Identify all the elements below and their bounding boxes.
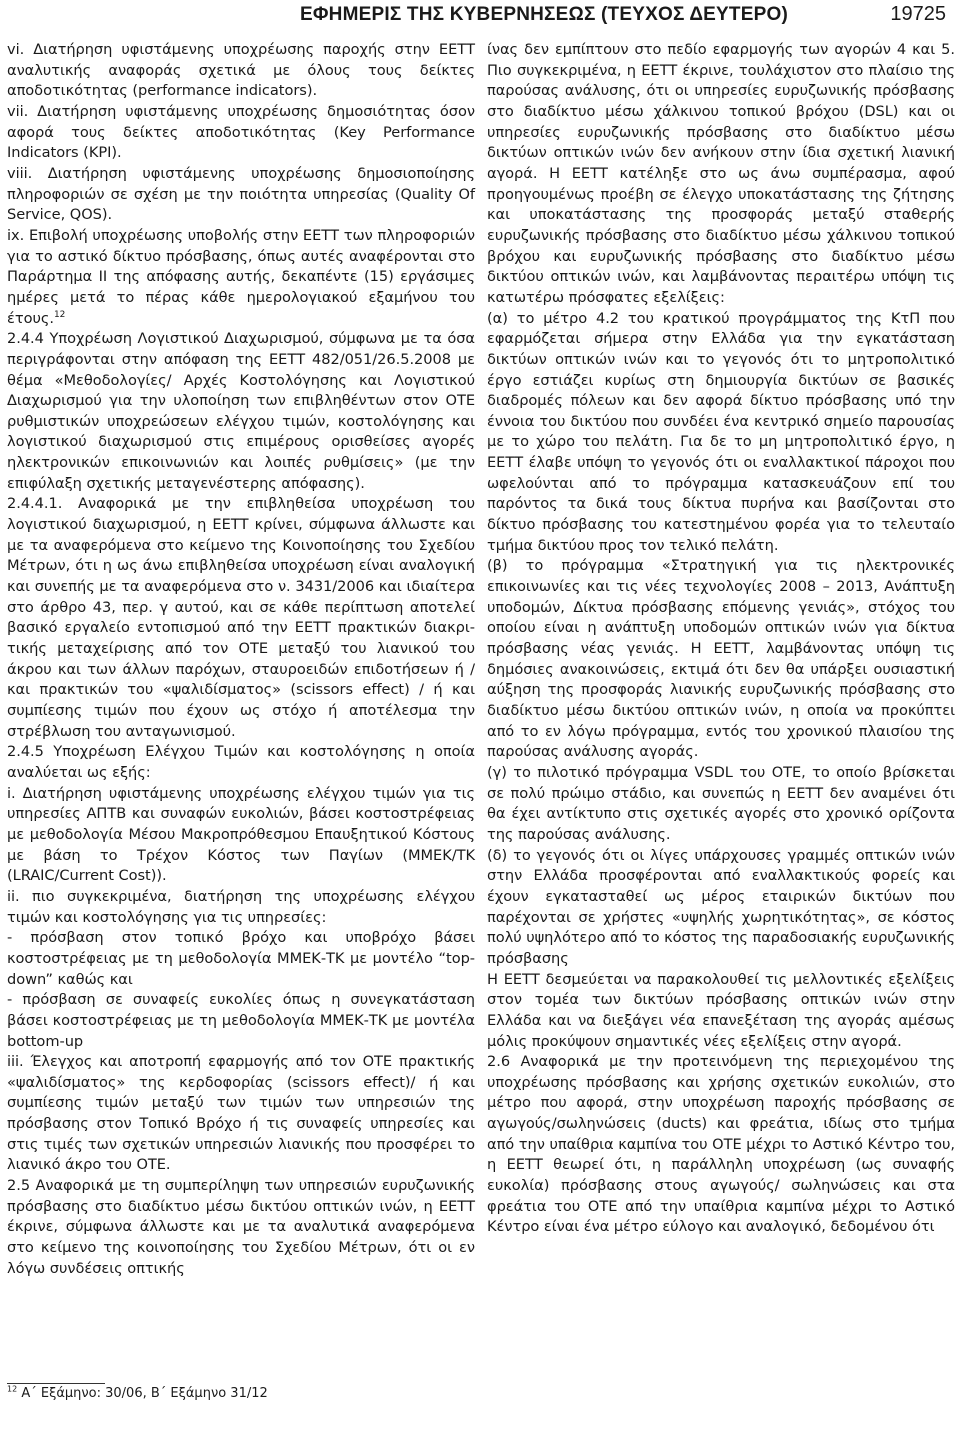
paragraph: - πρόσβαση στον τοπικό βρόχο και υποβρόχο βάσει κοστοστρέφειας με τη μεθοδολογία ΜΜΕΚ-ΤΚ με μοντέλο “top-down” καθώς και [7,929,475,988]
paragraph: (δ) το γεγονός ότι οι λίγες υπάρχουσες γραμμές οπτικών ινών στην Ελλάδα προσφέρονται από εναλλακτικούς φορείς και έχουν εγκατασταθεί ως μέρος εταιρικών δικτύων που παρέχονται σε χρήστες «υψηλής χωρητικότητας», σε κόστος πολύ υψηλότερο από το κόστος της παραδοσιακής ευρυζωνικής πρόσβασης [487,846,955,967]
left-column [7,40,475,1279]
paragraph: - πρόσβαση σε συναφείς ευκολίες όπως η συνεγκατάσταση βάσει κοστοστρέφειας με τη μεθοδολογία ΜΜΕΚ-ΤΚ με μοντέλα bottom-up [7,991,475,1050]
paragraph [7,226,475,329]
paragraph: viii. Διατήρηση υφιστάμενης υποχρέωσης δημοσιοποίησης πληροφοριών σε σχέση με την ποιότητα υπηρεσίας (Quality Of Service, QOS). [7,164,475,224]
footnote-divider [7,1383,105,1384]
paragraph: (α) το μέτρο 4.2 του κρατικού προγράμματος της ΚτΠ που εφαρμόζεται σήμερα στην Ελλάδα για την εγκατάσταση δικτύων οπτικών ινών και το γεγονός ότι το μητροπολιτικό έργο εστιάζει κυρίως στη δημιουργία δικτύων σε βασικές διαδρομές πόλεων και δεν αφορά δίκτυο πρόσβασης υπό την έννοια του δικτύου που συνδέει ένα κεντρικό σημείο παρουσίας με το χώρο του πελάτη. Για δε το μη μητροπολιτικό έργο, η ΕΕΤΤ έλαβε υπόψη το γεγονός ότι οι εναλλακτικοί πάροχοι που ωφελούνται από το πρόγραμμα κατασκευάζουν επί του παρόντος τα δικά τους δίκτυα πυρήνα και βασίζονται στο δίκτυο πρόσβασης του κατεστημένου φορέα για το τελευταίο τμήμα δικτύου προς τον τελικό πελάτη. [487,309,955,554]
paragraph: 2.4.5 Υποχρέωση Ελέγχου Τιμών και κοστολόγησης η οποία αναλύεται ως εξής: [7,743,475,781]
paragraph: vi. Διατήρηση υφιστάμενης υποχρέωσης παροχής στην ΕΕΤΤ αναλυτικής αναφοράς σχετικά με όλους τους δείκτες αποδοτικότητας (performance indicators). [7,41,475,100]
paragraph: i. Διατήρηση υφιστάμενης υποχρέωσης ελέγχου τιμών για τις υπηρεσίες ΑΠΤΒ και συναφών ευκολιών, βάσει κοστοστρέφειας με μεθοδολογία Μέσου Μακροπρόθεσμου Επαυξητικού Κόστους με βάση το Τρέχον Κόστος των Παγίων (ΜΜΕΚ/ΤΚ (LRAIC/Current Cost)). [7,784,475,885]
paragraph: 2.4.4.1. Αναφορικά με την επιβληθείσα υποχρέωση του λογιστικού διαχωρισμού, η ΕΕΤΤ κρίνει, σύμφωνα άλλωστε και με τα αναφερόμενα στο κείμενο της Κοινοποίησης του Σχεδίου Μέτρων, ότι η ως άνω επιβληθείσα υποχρέωση είναι αναλογική και συνεπής με τα αναφερόμενα στο ν. 3431/2006 και ιδιαίτερα στο άρθρο 43, περ. γ αυτού, και σε κάθε περίπτωση αποτελεί βασικό εργαλείο εντοπισμού από την ΕΕΤΤ πρακτικών διακριτικής μεταχείρισης από τον ΟΤΕ μεταξύ του λιανικού του άκρου και των άλλων παρόχων, σταυροειδών επιδοτήσεων ή / και πρακτικών του «ψαλιδίσματος» (scissors effect) / ή και συμπίεσης τιμών που έχουν ως στόχο ή αποτέλεσμα την στρέβλωση του ανταγωνισμού. [7,495,475,740]
page-header [0,0,960,38]
paragraph: 2.4.4 Υποχρέωση Λογιστικού Διαχωρισμού, σύμφωνα με τα όσα περιγράφονται στην απόφαση της ΕΕΤΤ 482/051/26.5.2008 με θέμα «Μεθοδολογίες/ Αρχές Κοστολόγησης και Λογιστικού Διαχωρισμού για την υλοποίηση των επιβληθέντων στον ΟΤΕ ρυθμιστικών υποχρεώσεων ελέγχου τιμών, κοστολόγησης και λογιστικού διαχωρισμού στις επιμέρους ορισθείσες αγορές ηλεκτρονικών επικοινωνιών και λοιπές ρυθμίσεις» (με την επιφύλαξη σχετικής μεταγενέστερης απόφασης). [7,330,475,492]
page-number: 19725 [890,3,946,25]
footnote-text: Α΄ Εξάμηνο: 30/06, Β΄ Εξάμηνο 31/12 [21,1386,268,1401]
footnote-reference: 12 [53,309,66,320]
paragraph: (γ) το πιλοτικό πρόγραμμα VSDL του ΟΤΕ, το οποίο βρίσκεται σε πολύ πρώιμο στάδιο, και συνεπώς η ΕΕΤΤ δεν αναμένει ότι θα έχει αντίκτυπο στις σχετικές αγορές στο χρονικό ορίζοντα της παρούσας ανάλυσης. [487,763,955,843]
footnote-mark: 12 [7,1384,18,1394]
paragraph: Η ΕΕΤΤ δεσμεύεται να παρακολουθεί τις μελλοντικές εξελίξεις στον τομέα των δικτύων πρόσβασης οπτικών ινών στην Ελλάδα και να διεξάγει νέα επανεξέταση της αγοράς αμέσως μόλις προκύψουν σημαντικές νέες εξελίξεις στην αγορά. [487,970,955,1050]
gazette-title: ΕΦΗΜΕΡΙΣ ΤΗΣ ΚΥΒΕΡΝΗΣΕΩΣ (ΤΕΥΧΟΣ ΔΕΥΤΕΡΟ) [300,4,788,25]
right-column [487,40,955,1238]
paragraph: ii. πιο συγκεκριμένα, διατήρηση της υποχρέωσης ελέγχου τιμών και κοστολόγησης για τις υπηρεσίες: [7,887,475,926]
paragraph: (β) το πρόγραμμα «Στρατηγική για τις ηλεκτρονικές επικοινωνίες και τις νέες τεχνολογίες 2008 – 2013, Ανάπτυξη υποδομών, Δίκτυα πρόσβασης επόμενης γενιάς», στόχος του οποίου είναι η ανάπτυξη υποδομών οπτικών ινών για δίκτυα πρόσβασης νέας γενιάς. Η ΕΕΤΤ, λαμβάνοντας υπόψη τις δημόσιες ανακοινώσεις, εκτιμά ότι δεν θα υπάρξει ουσιαστική αύξηση της προσφοράς λιανικής ευρυζωνικής πρόσβασης στο διαδίκτυο μέσω δικτύου οπτικών ινών, η οποία να προκύπτει από το εν λόγω πρόγραμμα, εντός του χρονικού πλαισίου της παρούσας ανάλυσης αγοράς. [487,557,955,761]
footnote [7,1386,268,1402]
paragraph: iii. Έλεγχος και αποτροπή εφαρμογής από τον ΟΤΕ πρακτικής «ψαλιδίσματος» της κερδοφορίας (scissors effect)/ ή και συμπίεσης τιμών μεταξύ των τιμών των υπηρεσιών της πρόσβασης στον Τοπικό Βρόχο ή τις συναφείς υπηρεσίες και στις τιμές των σχετικών υπηρεσιών λιανικής που προσφέρει το λιανικό άκρο του ΟΤΕ. [7,1053,475,1174]
paragraph: 2.6 Αναφορικά με την προτεινόμενη της περιεχομένου της υποχρέωσης πρόσβασης και χρήσης σχετικών ευκολιών, στο μέτρο που αφορά, στην υποχρέωση παροχής πρόσβασης σε αγωγούς/σωληνώσεις (ducts) και φρεάτια, ιδίως στο τμήμα από την υπαίθρια καμπίνα του ΟΤΕ μέχρι το Αστικό Κέντρο του, η ΕΕΤΤ θεωρεί ότι, η παράλληλη υποχρέωση (ως συναφής ευκολία) πρόσβασης στους αγωγούς/ σωληνώσεις και στα φρεάτια του ΟΤΕ από την υπαίθρια καμπίνα μέχρι το Αστικό Κέντρο είναι ένα μέτρο εύλογο και αναλογικό, δεδομένου ότι [487,1053,955,1236]
paragraph: ίνας δεν εμπίπτουν στο πεδίο εφαρμογής των αγορών 4 και 5. Πιο συγκεκριμένα, η ΕΕΤΤ έκρινε, τουλάχιστον στο πλαίσιο της παρούσας ανάλυσης, ότι οι υπηρεσίες ευρυζωνικής πρόσβασης στο διαδίκτυο μέσω χάλκινου τοπικού βρόχου (DSL) και οι υπηρεσίες ευρυζωνικής πρόσβασης στο διαδίκτυο μέσω δικτύων οπτικών ινών δεν ανήκουν στην ίδια σχετική λιανική αγορά. Η ΕΕΤΤ κατέληξε στο ως άνω συμπέρασμα, αφού προηγουμένως προέβη σε έλεγχο υποκατάστασης της ζήτησης και υποκατάστασης της προσφοράς μεταξύ σταθερής ευρυζωνικής πρόσβασης στο διαδίκτυο μέσω χάλκινου τοπικού βρόχου και ευρυζωνικής πρόσβασης στο διαδίκτυο μέσω δικτύου οπτικών ινών, και λαμβάνοντας περαιτέρω υπόψη τις κατωτέρω πρόσφατες εξελίξεις: [487,41,955,306]
paragraph: 2.5 Αναφορικά με τη συμπερίληψη των υπηρεσιών ευρυζωνικής πρόσβασης στο διαδίκτυο μέσω δικτύου οπτικών ινών, η ΕΕΤΤ έκρινε, σύμφωνα άλλωστε και με τα αναλυτικά αναφερόμενα στο κείμενο της κοινοποίησης του Σχεδίου Μέτρων, ότι οι εν λόγω συνδέσεις οπτικής [7,1177,475,1277]
paragraph: vii. Διατήρηση υφιστάμενης υποχρέωσης δημοσιότητας όσον αφορά τους δείκτες αποδοτικότητας (Key Performance Indicators (KPI). [7,102,475,162]
paragraph-text: ix. Επιβολή υποχρέωσης υποβολής στην ΕΕΤΤ των πληροφοριών για το αστικό δίκτυο πρόσβασης, όπως αυτές αναφέρονται στο Παράρτημα ΙΙ της απόφασης αυτής, δεκαπέντε (15) εργάσιμες ημέρες μετά το πέρας κάθε ημερολογιακού εξαμήνου του έτους. [7,226,475,327]
